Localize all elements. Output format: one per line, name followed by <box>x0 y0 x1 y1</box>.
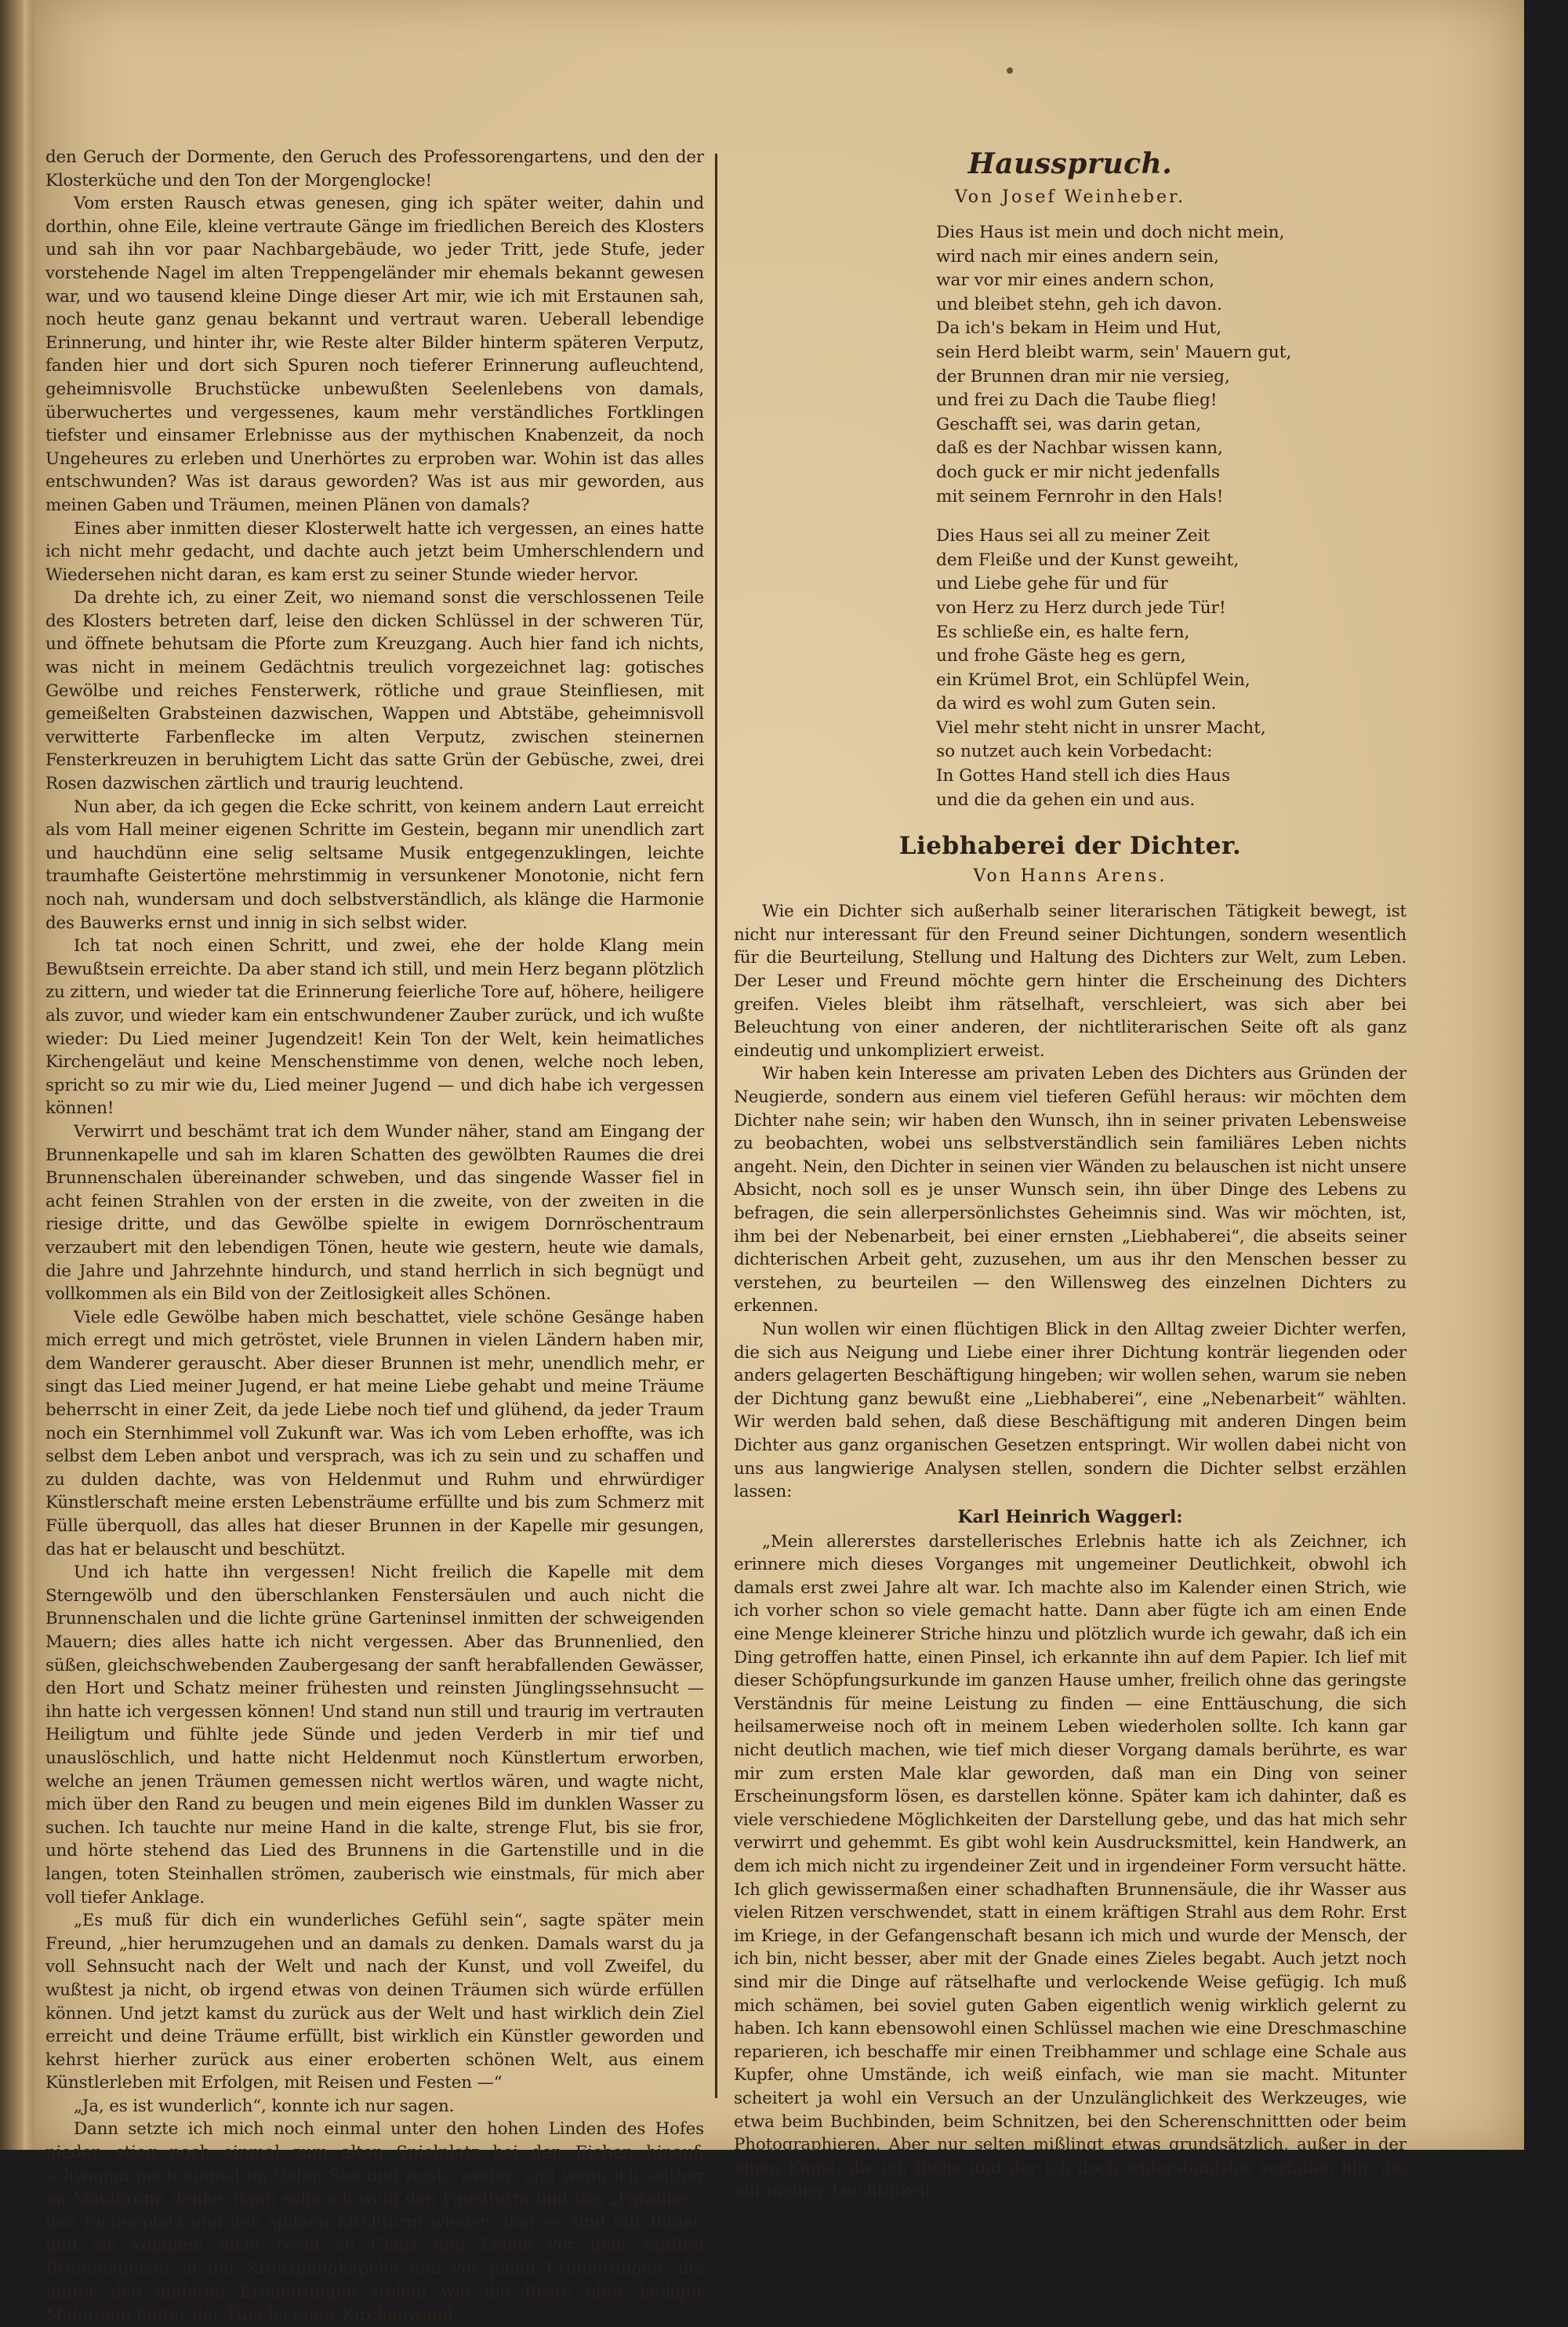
poem-line: von Herz zu Herz durch jede Tür! <box>936 597 1226 618</box>
poem-line: wird nach mir eines andern sein, <box>936 246 1219 267</box>
book-binding <box>0 0 24 2150</box>
story-paragraph: Und ich hatte ihn vergessen! Nicht freilich die Kapelle mit dem Sterngewölb und den überschlanken Fenstersäulen und auch nicht die Brunnenschalen und die lichte grüne Garteninsel inmitten der schweigenden Mauern; dies alles hatte ich nicht vergessen. Aber das Brunnenlied, den süßen, gleichschwebenden Zaubergesang der sanft herabfallenden Gewässer, den Hort und Schatz meiner frühesten und reinsten Jünglingssehnsucht — ihn hatte ich vergessen können! Und stand nun still und traurig im vertrauten Heiligtum und fühlte jede Sünde und jeden Verderb in mir tief und unauslöschlich, und hatte nicht Heldenmut noch Künstlertum erworben, welche an jenen Träumen gemessen nicht wertlos wären, und wagte nicht, mich über den Rand zu beugen und mein eigenes Bild im dunklen Wasser zu suchen. Ich tauchte nur meine Hand in die kalte, strenge Flut, bis sie fror, und hörte stehend das Lied des Brunnens in die Gartenstille und in die langen, toten Steinhallen strömen, zauberisch wie einstmals, für mich aber voll tiefer Anklage. <box>45 1563 704 1908</box>
story-paragraph: Nun aber, da ich gegen die Ecke schritt, von keinem andern Laut erreicht als vom Hall meiner eigenen Schritte im Gestein, begann mir unendlich zart und hauchdünn eine selig seltsame Musik entgegenzuklingen, leichte traumhafte Geistertöne mehrstimmig in versunkener Monotonie, nicht fern noch nah, wundersam und doch selbstverständlich, als klänge die Harmonie des Bauwerks ernst und innig in sich selbst wider. <box>45 797 704 933</box>
story-paragraph: Dann setzte ich mich noch einmal unter den hohen Linden des Hofes nieder, stieg noch einmal zum alten Spielplatz bei den Eichen hinauf, schwamm noch einmal im tiefen See und reiste weiter, und wenn ich seither an Maulbronn denke, dann sehe ich wohl den Faustturm und das „Paradies“, den Eichenplatz und den spitzen Kirchturm wieder, aber es sind nur Bilder, und sie kommen nicht recht zu Glanz und Leben vor dem sanften Brunnengeläut in der Kreuzgangkapelle und vor jenen Erinnerungen, die hinter den anderen Erinnerungen stehen wie die Reste alter heiliger Malereien hinter der Tünche einer Kirchenwand. <box>45 2119 704 2325</box>
essay-quote-paragraph: „Mein allererstes darstellerisches Erlebnis hatte ich als Zeichner, ich erinnere mich dieses Vorganges mit ungemeiner Deutlichkeit, obwohl ich damals erst zwei Jahre alt war. Ich machte also im Kalender einen Strich, wie ich vorher schon so viele gemacht hatte. Dann aber fügte ich am einen Ende eine Menge kleinerer Striche hinzu und plötzlich wurde ich gewahr, daß ich ein Ding getroffen hatte, einen Pinsel, ich erkannte ihn auf dem Papier. Ich lief mit dieser Schöpfungsurkunde im ganzen Hause umher, freilich ohne das geringste Verständnis für meine Leistung zu finden — eine Enttäuschung, die sich heilsamerweise noch oft in meinem Leben wiederholen sollte. Ich kann gar nicht deutlich machen, wie tief mich dieser Vorgang damals berührte, es war mir zum ersten Male klar geworden, daß man ein Ding von seiner Erscheinungsform lösen, es darstellen könne. Später kam ich dahinter, daß es viele verschiedene Möglichkeiten der Darstellung gebe, und das hat mich sehr verwirrt und gehemmt. Es gibt wohl kein Ausdrucksmittel, kein Handwerk, an dem ich mich nicht zu irgendeiner Zeit und in irgendeiner Form versucht hätte. Ich glich gewissermaßen einer schadhaften Brunnensäule, die ihr Wasser aus vielen Ritzen verschwendet, statt in einem kräftigen Strahl aus dem Rohr. Erst im Kriege, in der Gefangenschaft besann ich mich und wurde der Mensch, der ich bin, nicht besser, aber mit der Gnade eines Zieles begabt. Auch jetzt noch sind mir die Dinge auf rätselhafte und verlockende Weise gefügig. Ich muß mich schämen, bei soviel guten Gaben eigentlich wenig wirklich gelernt zu haben. Ich kann ebensowohl einen Schlüssel machen wie eine Dreschmaschine reparieren, ich beschaffe mir einen Treibhammer und schlage eine Schale aus Kupfer, ohne Umstände, ich weiß einfach, wie man sie macht. Mitunter scheitert ja wohl ein Versuch an der Unzulänglichkeit des Werkzeuges, wie etwa beim Buchbinden, beim Schnitzen, bei den Scherenschnittten oder beim Photographieren. Aber nur selten mißlingt etwas grundsätzlich, außer in der einen Kunst, die ich fliehe und der ich doch widerstandslos verfallen bin, die mit meiner Leichtigkeit <box>734 1531 1406 2202</box>
poem-line: da wird es wohl zum Guten sein. <box>936 694 1217 714</box>
story-paragraph: Verwirrt und beschämt trat ich dem Wunder näher, stand am Eingang der Brunnenkapelle und sah im klaren Schatten des gewölbten Raumes die drei Brunnenschalen übereinander schweben, und das singende Wasser fiel in acht feinen Strahlen von der ersten in die zweite, von der zweiten in die riesige dritte, und das Gewölbe spielte in ewigem Dornröschentraum verzaubert mit den lebendigen Tönen, heute wie gestern, heute wie damals, die Jahre und Jahrzehnte hindurch, und stand herrlich in sich begnügt und vollkommen als ein Bild von der Zeitlosigkeit alles Schönen. <box>45 1121 704 1305</box>
paper-blemish <box>1007 67 1013 74</box>
poem-line: so nutzet auch kein Vorbedacht: <box>936 742 1213 762</box>
right-column <box>734 146 1406 2202</box>
poem-line: und frei zu Dach die Taube flieg! <box>936 390 1218 411</box>
poem-line: Geschafft sei, was darin getan, <box>936 414 1202 434</box>
essay-paragraph: Wie ein Dichter sich außerhalb seiner literarischen Tätigkeit bewegt, ist nicht nur interessant für den Freund seiner Dichtungen, sondern wesentlich für die Beurteilung, Stellung und Haltung des Dichters zur Welt, zum Leben. Der Leser und Freund möchte gern hinter die Erscheinung des Dichters greifen. Vieles bleibt ihm rätselhaft, verschleiert, was sich aber bei Beleuchtung von einer anderen, der nichtliterarischen Seite oft als ganz eindeutig und unkompliziert erweist. <box>734 902 1406 1061</box>
poem-byline: Von Josef Weinheber. <box>954 187 1186 207</box>
story-paragraph: Da drehte ich, zu einer Zeit, wo niemand sonst die verschlossenen Teile des Klosters betreten darf, leise den dicken Schlüssel in der schweren Tür, und öffnete behutsam die Pforte zum Kreuzgang. Auch hier fand ich nichts, was nicht in meinem Gedächtnis treulich vorgezeichnet lag: gotisches Gewölbe und reiches Fensterwerk, rötliche und graue Steinfliesen, mit gemeißelten Grabsteinen dazwischen, Wappen und Abtstäbe, geheimnisvoll verwitterte Farbenflecke im alten Verputz, zwischen steinernen Fensterkreuzen in beruhigtem Licht das satte Grün der Gebüsche, zwei, drei Rosen dazwischen zärtlich und traurig leuchtend. <box>45 588 704 794</box>
poem-line: ein Krümel Brot, ein Schlüpfel Wein, <box>936 670 1250 690</box>
poem-line: sein Herd bleibt warm, sein' Mauern gut, <box>936 342 1292 362</box>
newspaper-page <box>34 0 1524 2325</box>
column-divider <box>715 154 717 2098</box>
essay-subheading: Karl Heinrich Waggerl: <box>957 1506 1183 1527</box>
poem-line: In Gottes Hand stell ich dies Haus <box>936 766 1231 786</box>
poem-stanza <box>936 525 1406 812</box>
story-paragraph: Ich tat noch einen Schritt, und zwei, ehe der holde Klang mein Bewußtsein erreichte. Da aber stand ich still, und mein Herz begann plötzlich zu zittern, und wieder tat die Erinnerung feierliche Tore auf, höhere, heiligere als zuvor, und wieder kam ein entschwundener Zauber zurück, und ich wußte wieder: Du Lied meiner Jugendzeit! Kein Ton der Welt, kein heimatliches Kirchengeläut und keine Menschenstimme von denen, welche noch leben, spricht so zu mir wie du, Lied meiner Jugend — und dich habe ich vergessen können! <box>45 936 704 1119</box>
story-paragraph: Vom ersten Rausch etwas genesen, ging ich später weiter, dahin und dorthin, ohne Eile, kleine vertraute Gänge im friedlichen Bereich des Klosters und sah ihn vor paar Nachbargebäude, wo jeder Tritt, jede Stufe, jeder vorstehende Nagel im alten Treppengeländer mir ehemals bekannt gewesen war, und wo tausend kleine Dinge dieser Art mir, wie ich mit Erstaunen sah, noch heute ganz genau bekannt und vertraut waren. Ueberall lebendige Erinnerung, und hinter ihr, wie Reste alter Bilder hinterm späteren Verputz, fanden hier und dort sich Spuren noch tieferer Erinnerung aufleuchtend, geheimnisvolle Bruchstücke unbewußten Seelenlebens von damals, überwuchertes und vergessenes, kaum mehr verständliches Fortklingen tiefster und einsamer Erlebnisse aus der mythischen Knabenzeit, da noch Ungeheures zu erleben und Unerhörtes zu erproben war. Wohin ist das alles entschwunden? Was ist daraus geworden? Was ist aus mir geworden, aus meinen Gaben und Träumen, meinen Plänen von damals? <box>45 194 704 515</box>
poem-line: mit seinem Fernrohr in den Hals! <box>936 486 1224 506</box>
poem-line: dem Fleiße und der Kunst geweiht, <box>936 550 1240 570</box>
essay-byline: Von Hanns Arens. <box>973 866 1167 887</box>
poem-line: Da ich's bekam in Heim und Hut, <box>936 318 1222 339</box>
poem-line: Viel mehr steht nicht in unsrer Macht, <box>936 717 1266 738</box>
poem-line: daß es der Nachbar wissen kann, <box>936 438 1223 459</box>
poem-line: und Liebe gehe für und für <box>936 574 1168 594</box>
story-paragraph: Eines aber inmitten dieser Klosterwelt hatte ich vergessen, an eines hatte ich nicht mehr gedacht, und dachte auch jetzt beim Umherschlendern und Wiedersehen nicht daran, es kam erst zu seiner Stunde wieder hervor. <box>45 518 704 585</box>
essay-paragraph: Wir haben kein Interesse am privaten Leben des Dichters aus Gründen der Neugierde, sondern aus einem viel tieferen Gefühl heraus: wir möchten dem Dichter nahe sein; wir haben den Wunsch, ihn in seiner privaten Lebensweise zu beobachten, wobei uns selbstverständlich sein familiäres Leben nichts angeht. Nein, den Dichter in seinen vier Wänden zu belauschen ist nicht unsere Absicht, noch soll es je unser Wunsch sein, ihn über Dinge des Lebens zu befragen, die sein allerpersönlichstes Geheimnis sind. Was wir möchten, ist, ihm bei der Nebenarbeit, bei einer ernsten „Liebhaberei“, die abseits seiner dichterischen Arbeit geht, zuzusehen, um aus ihr den Menschen besser zu verstehen, zu beurteilen — den Willensweg des einzelnen Dichters zu erkennen. <box>734 1064 1406 1316</box>
left-column-story <box>45 146 704 2325</box>
poem-line: war vor mir eines andern schon, <box>936 270 1215 291</box>
essay-paragraph: Nun wollen wir einen flüchtigen Blick in den Alltag zweier Dichter werfen, die sich aus Neigung und Liebe einer ihrer Dichtung konträr liegenden oder anders gelagerten Beschäftigung hingeben; wir wollen sehen, warum sie neben der Dichtung ganz bewußt eine „Liebhaberei“, eine „Nebenarbeit“ wählten. Wir werden bald sehen, daß diese Beschäftigung mit anderen Dingen beim Dichter aus ganz organischen Gesetzen entspringt. Wir wollen dabei nicht von uns aus langwierige Analysen stellen, sondern die Dichter selbst erzählen lassen: <box>734 1319 1406 1502</box>
poem-line: und frohe Gäste heg es gern, <box>936 646 1186 666</box>
essay-title: Liebhaberei der Dichter. <box>898 832 1242 861</box>
poem-line: Es schließe ein, es halte fern, <box>936 622 1190 642</box>
poem-line: und bleibet stehn, geh ich davon. <box>936 294 1222 314</box>
poem-line: doch guck er mir nicht jedenfalls <box>936 462 1221 482</box>
story-paragraph: den Geruch der Dormente, den Geruch des Professorengartens, und den der Klosterküche und den Ton der Morgenglocke! <box>45 147 704 191</box>
poem-line: und die da gehen ein und aus. <box>936 790 1196 810</box>
poem-body <box>936 221 1406 812</box>
poem-title: Hausspruch. <box>967 147 1173 180</box>
previous-page-edge <box>24 0 34 2150</box>
poem-stanza <box>936 221 1406 509</box>
poem-line: Dies Haus ist mein und doch nicht mein, <box>936 223 1285 242</box>
poem-line: der Brunnen dran mir nie versieg, <box>936 366 1230 387</box>
story-paragraph: „Es muß für dich ein wunderliches Gefühl sein“, sagte später mein Freund, „hier herumzugehen und an damals zu denken. Damals warst du ja voll Sehnsucht nach der Welt und nach der Kunst, und voll Zweifel, du wußtest ja nicht, ob irgend etwas von deinen Träumen sich würde erfüllen können. Und jetzt kamst du zurück aus der Welt und hast wirklich dein Ziel erreicht und deine Träume erfüllt, bist wirklich ein Künstler geworden und kehrst hierher zurück aus einer eroberten schönen Welt, aus einem Künstlerleben mit Erfolgen, mit Reisen und Festen —“ <box>45 1911 704 2093</box>
story-paragraph: „Ja, es ist wunderlich“, konnte ich nur sagen. <box>74 2096 455 2116</box>
poem-line: Dies Haus sei all zu meiner Zeit <box>936 526 1210 546</box>
story-paragraph: Viele edle Gewölbe haben mich beschattet, viele schöne Gesänge haben mich erregt und mich getröstet, viele Brunnen in vielen Ländern haben mir, dem Wanderer gerauscht. Aber dieser Brunnen ist mehr, unendlich mehr, er singt das Lied meiner Jugend, er hat meine Liebe gehabt und meine Träume beherrscht in einer Zeit, da jede Liebe noch tief und glühend, da jeder Traum noch ein Sternhimmel voll Zukunft war. Was ich vom Leben erhoffte, was ich selbst dem Leben anbot und versprach, was ich zu sein und zu schaffen und zu dulden dachte, was von Heldenmut und Ruhm und ehrwürdiger Künstlerschaft meine ersten Lebensträume erfüllte und bis zum Schmerz mit Fülle überquoll, das alles hat dieser Brunnen in der Kapelle mir gesungen, das hat er belauscht und beschützt. <box>45 1307 704 1559</box>
